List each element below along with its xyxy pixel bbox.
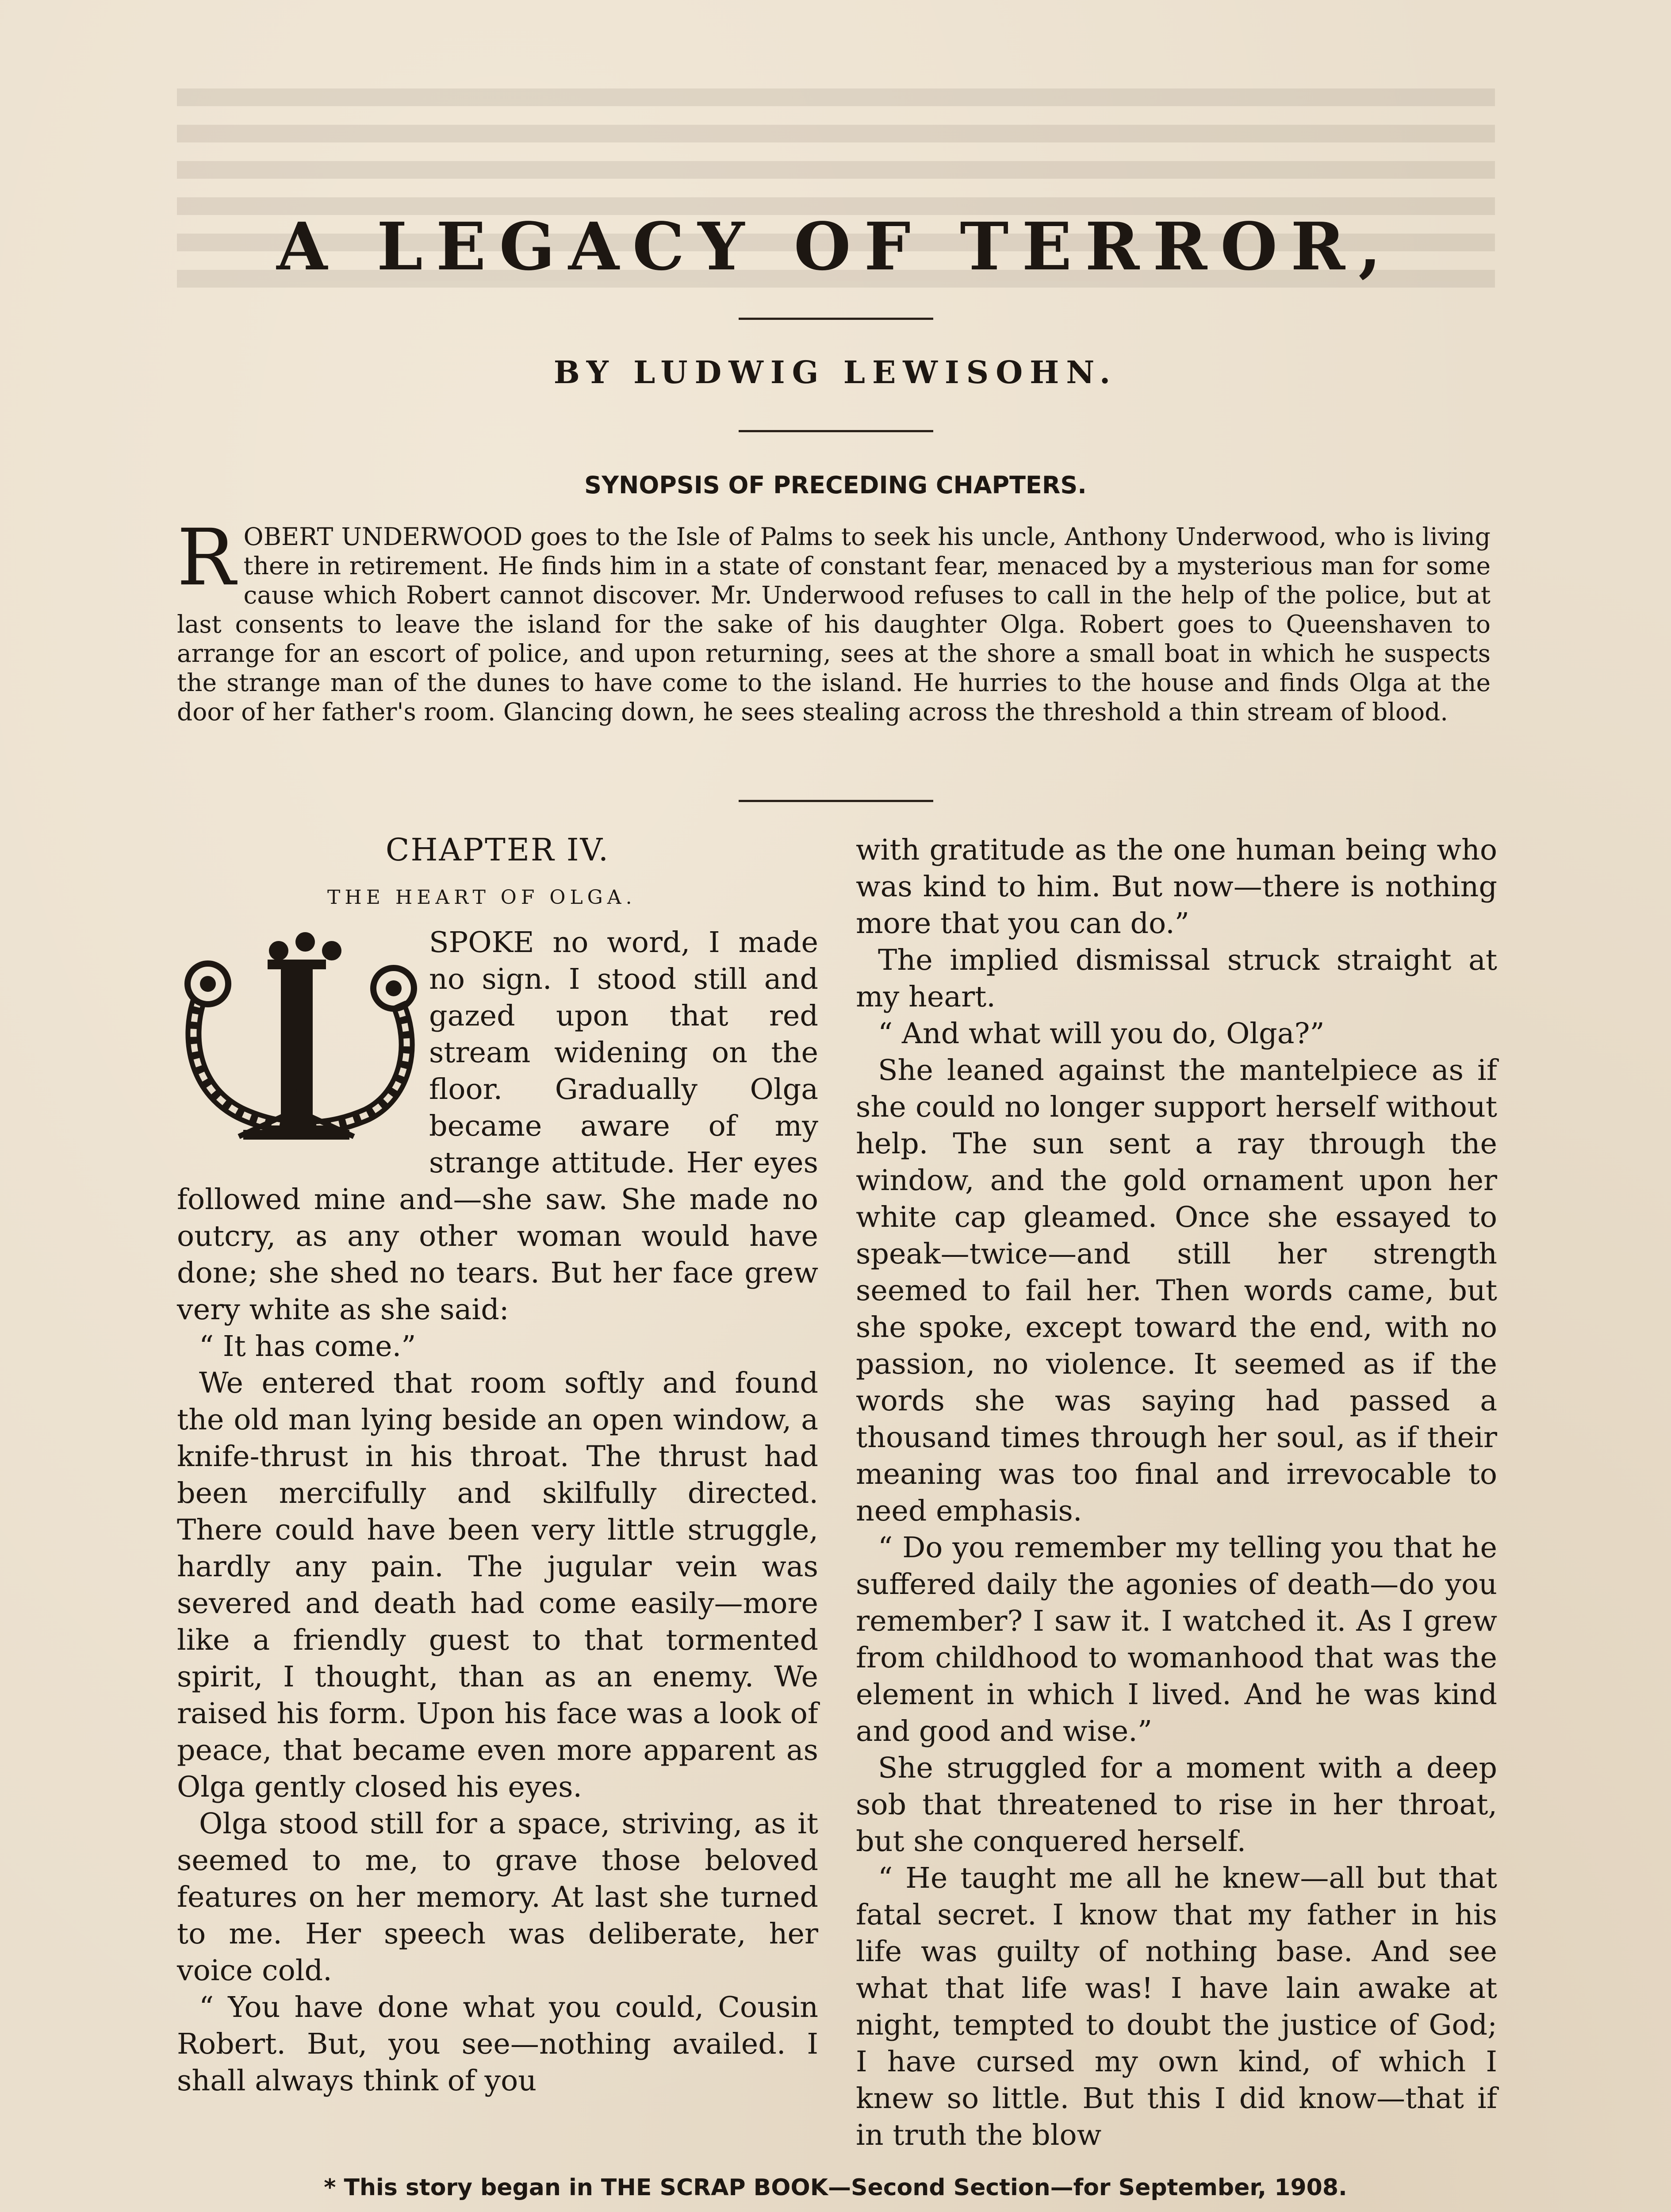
left-paragraph: SPOKE no word, I made no sign. I stood still and gazed upon that red stream widening on the floor. Gradually Olga became aware of my strange attitude. Her eyes followed mine and—she saw. She made no outcry, as any other woman would have done; she shed no tears. But her face grew very white as she said: — [177, 926, 818, 1326]
story-title: A LEGACY OF TERROR, — [276, 208, 1395, 285]
chapter-subtitle: THE HEART OF OLGA. — [327, 886, 636, 909]
left-paragraph: Olga stood still for a space, striving, as it seemed to me, to grave those beloved features on her memory. At last she turned to me. Her speech was deliberate, her voice cold. — [177, 1807, 818, 1987]
right-paragraph: with gratitude as the one human being who was kind to him. But now—there is nothing more that you can do.” — [856, 833, 1497, 940]
byline-rule — [739, 430, 933, 432]
footnote: * This story began in THE SCRAP BOOK—Second Section—for September, 1908. — [324, 2174, 1347, 2201]
right-paragraph: “ And what will you do, Olga?” — [878, 1017, 1325, 1050]
right-paragraph: She struggled for a moment with a deep sob that threatened to rise in her throat, but she conquered herself. — [856, 1751, 1497, 1858]
left-column — [177, 832, 818, 2099]
drop-cap-letter: I — [296, 1089, 298, 1094]
ornamental-drop-cap-icon — [177, 924, 425, 1145]
left-paragraph: “ It has come.” — [199, 1330, 416, 1363]
synopsis-body: OBERT UNDERWOOD goes to the Isle of Palms to seek his uncle, Anthony Underwood, who is living there in retirement. He finds him in a state of constant fear, menaced by a mysterious man for some cause which Robert cannot discover. Mr. Underwood refuses to call in the help of the police, but at last consents to leave the island for the sake of his daughter Olga. Robert goes to Queenshaven to arrange for an escort of police, and upon returning, sees at the shore a small boat in which he suspects the strange man of the dunes to have come to the island. He hurries to the house and finds Olga at the door of her father's room. Glancing down, he sees stealing across the threshold a thin stream of blood. — [177, 522, 1491, 726]
synopsis-heading: SYNOPSIS OF PRECEDING CHAPTERS. — [584, 471, 1087, 499]
left-paragraph: “ You have done what you could, Cousin Robert. But, you see—nothing availed. I shall always think of you — [177, 1991, 818, 2097]
left-paragraph: We entered that room softly and found the old man lying beside an open window, a knife-thrust in his throat. The thrust had been mercifully and skilfully directed. There could have been very little struggle, hardly any pain. The jugular vein was severed and death had come easily—more like a friendly guest to that tormented spirit, I thought, than as an enemy. We raised his form. Upon his face was a look of peace, that became even more apparent as Olga gently closed his eyes. — [177, 1367, 818, 1804]
right-paragraph: She leaned against the mantelpiece as if she could no longer support herself without help. The sun sent a ray through the window, and the gold ornament upon her white cap gleamed. Once she essayed to speak—twice—and still her strength seemed to fail her. Then words came, but she spoke, except toward the end, with no passion, no violence. It seemed as if the words she was saying had passed a thousand times through her soul, as if their meaning was too final and irrevocable to need emphasis. — [856, 1054, 1497, 1528]
synopsis-rule — [739, 800, 933, 802]
title-rule — [739, 318, 933, 320]
right-column — [856, 832, 1497, 2154]
synopsis-text — [177, 512, 1491, 726]
right-paragraph: “ Do you remember my telling you that he suffered daily the agonies of death—do you remember? I saw it. I watched it. As I grew from childhood to womanhood that was the element in which I lived. And he was kind and good and wise.” — [856, 1531, 1497, 1748]
chapter-number: CHAPTER IV. — [385, 832, 610, 868]
synopsis-initial: R — [177, 512, 236, 603]
byline: BY LUDWIG LEWISOHN. — [553, 354, 1118, 391]
right-paragraph: The implied dismissal struck straight at my heart. — [856, 944, 1497, 1014]
right-paragraph: “ He taught me all he knew—all but that fatal secret. I know that my father in his life was guilty of nothing base. And see what that life was! I have lain awake at night, tempted to doubt the justice of God; I have cursed my own kind, of which I knew so little. But this I did know—that if in truth the blow — [856, 1862, 1497, 2152]
